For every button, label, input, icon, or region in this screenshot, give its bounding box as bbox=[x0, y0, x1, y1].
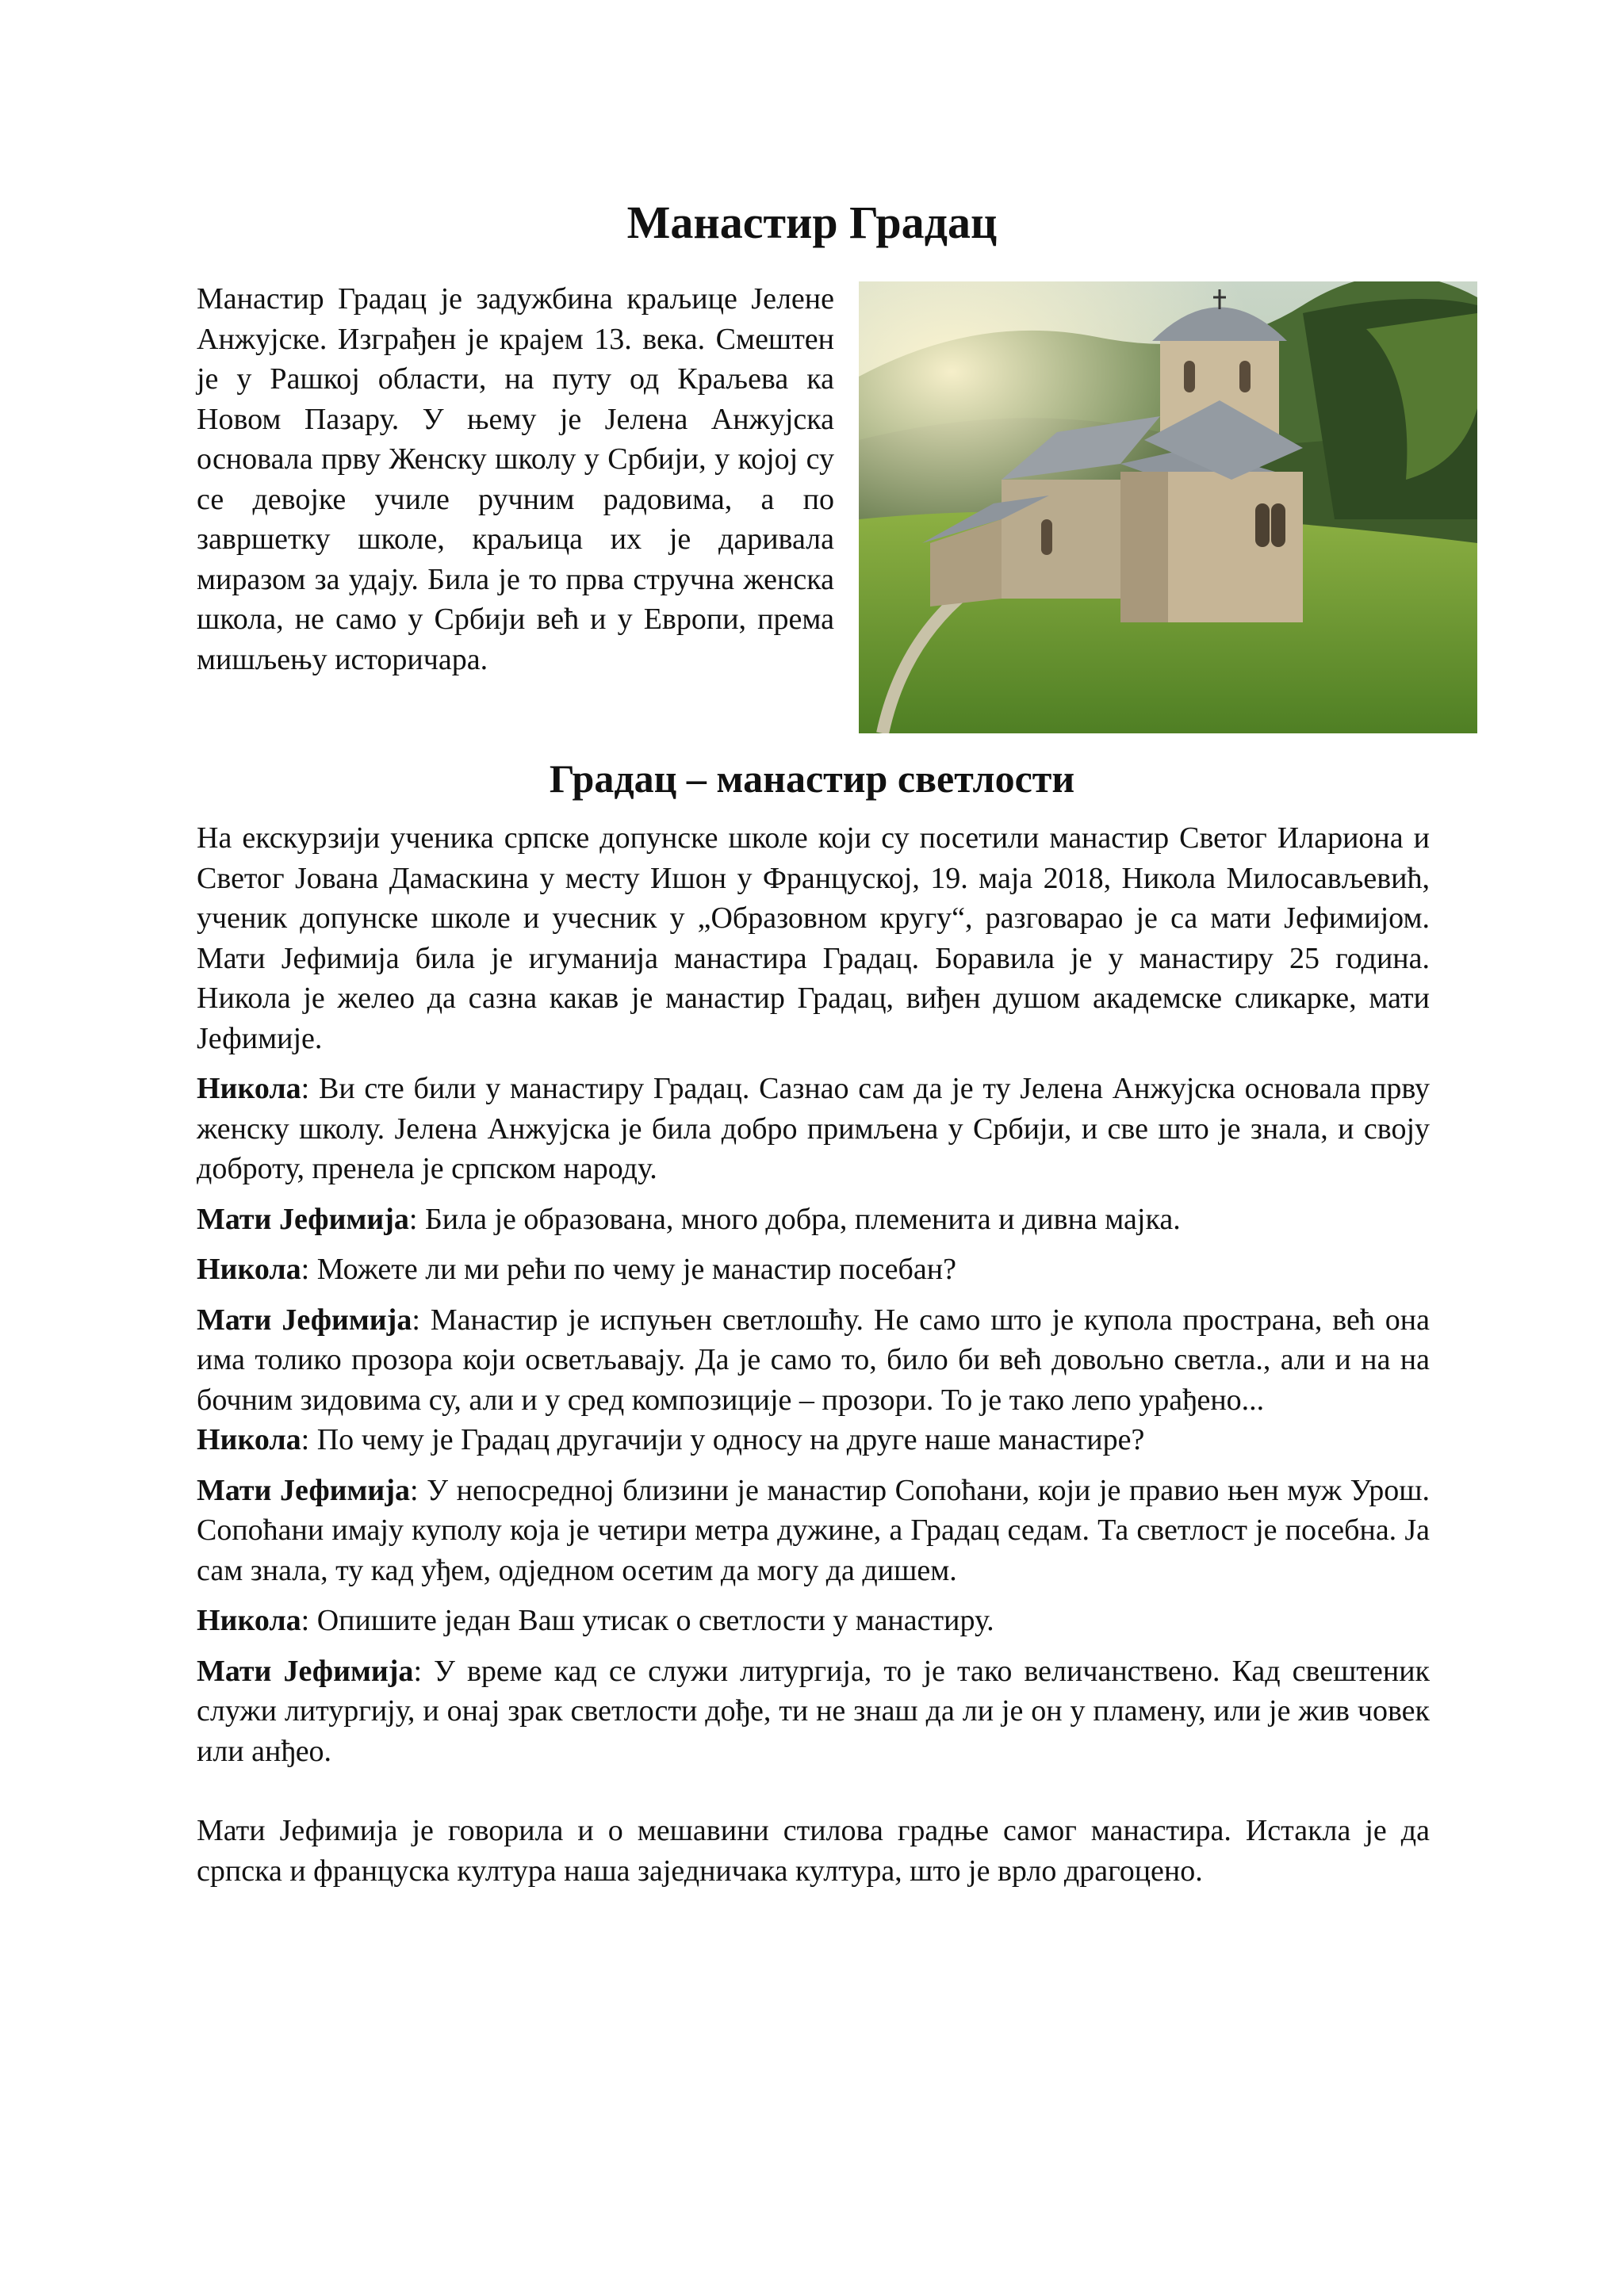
dialogue-text: У време кад се служи литургија, то је тако величанствено. Кад свештеник служи литургију, и онај зрак светлости дође, ти не знаш да ли је он у пламену, или је жив човек или анђео. bbox=[197, 1654, 1430, 1768]
speaker-separator: : bbox=[301, 1423, 317, 1456]
closing-paragraph: Мати Јефимија је говорила и о мешавини стилова градње самог манастира. Истакла је да српска и француска култура наша заједничака култура, што је врло драгоцено. bbox=[197, 1814, 1430, 1888]
page-title: Манастир Градац bbox=[626, 197, 998, 248]
dialogue-line bbox=[197, 1471, 1430, 1591]
section-subtitle: Градац – манастир светлости bbox=[549, 756, 1075, 801]
dialogue-text: Можете ли ми рећи по чему је манастир посебан? bbox=[316, 1253, 956, 1286]
dialogue-text: Ви сте били у манастиру Градац. Сазнао сам да је ту Јелена Анжујска основала прву женску школу. Јелена Анжујска је била добро примљена у Србији, и све што је знала, и своју доброту, пренела је српском народу. bbox=[197, 1072, 1430, 1185]
speaker-separator: : bbox=[408, 1202, 425, 1236]
speaker-separator: : bbox=[412, 1303, 431, 1337]
speaker-name: Никола bbox=[197, 1423, 301, 1456]
dialogue-text: Била је образована, много добра, племенита и дивна мајка. bbox=[424, 1202, 1181, 1236]
speaker-name: Мати Јефимија bbox=[197, 1473, 410, 1507]
speaker-name: Никола bbox=[197, 1604, 301, 1637]
intro-paragraph: Манастир Градац је задужбина краљице Јелене Анжујске. Изграђен је крајем 13. века. Смештен је у Рашкој области, на путу од Краљева ка Новом Пазару. У њему је Јелена Анжујска основала прву Женску школу у Србији, у којој су се девојке училе ручним радовима, а по завршетку школе, краљица их је даривала миразом за удају. Била је то прва стручна женска школа, не само у Србији већ и у Европи, према мишљењу историчара. bbox=[197, 282, 834, 676]
lead-paragraph: На екскурзији ученика српске допунске школе који су посетили манастир Светог Илариона и Светог Јована Дамаскина у месту Ишон у Француској, 19. маја 2018, Никола Милосављевић, ученик допунске школе и учесник у „Образовном кругу“, разговарао је са мати Јефимијом. Мати Јефимија била је игуманија манастира Градац. Боравила је у манастиру 25 година. Никола је желео да сазна какав је манастир Градац, виђен душом академске сликарке, мати Јефимије. bbox=[197, 821, 1430, 1055]
dialogue-line bbox=[197, 1200, 1430, 1240]
monastery-photo bbox=[859, 281, 1477, 733]
speaker-separator: : bbox=[413, 1654, 435, 1688]
speaker-separator: : bbox=[301, 1072, 319, 1105]
speaker-name: Никола bbox=[197, 1072, 301, 1105]
dialogue-line bbox=[197, 1249, 1430, 1290]
speaker-name: Мати Јефимија bbox=[197, 1202, 409, 1236]
monastery-illustration bbox=[859, 281, 1477, 733]
speaker-name: Мати Јефимија bbox=[197, 1654, 414, 1688]
dialogue-line bbox=[197, 1069, 1430, 1189]
dialogue-text: У непосредној близини је манастир Сопоћани, који је правио њен муж Урош. Сопоћани имају куполу која је четири метра дужине, а Градац седам. Та светлост је посебна. Ја сам знала, ту кад уђем, одједном осетим да могу да дишем. bbox=[197, 1473, 1430, 1587]
article-body bbox=[197, 818, 1430, 1901]
dialogue-line bbox=[197, 1300, 1430, 1421]
speaker-separator: : bbox=[409, 1473, 427, 1507]
dialogue-text: Манастир је испуњен светлошћу. Не само што је купола пространа, већ она има толико прозора који осветљавају. Да је само то, било би већ довољно светла., али и на на бочним зидовима су, али и у сред композиције – прозори. То је тако лепо урађено... bbox=[197, 1303, 1430, 1417]
speaker-name: Никола bbox=[197, 1253, 301, 1286]
dialogue-text: По чему је Градац другачији у односу на друге наше манастире? bbox=[316, 1423, 1145, 1456]
dialogue-text: Опишите један Ваш утисак о светлости у манастиру. bbox=[316, 1604, 994, 1637]
speaker-separator: : bbox=[301, 1604, 317, 1637]
dialogue-line bbox=[197, 1651, 1430, 1772]
dialogue-line bbox=[197, 1420, 1430, 1460]
speaker-name: Мати Јефимија bbox=[197, 1303, 412, 1337]
speaker-separator: : bbox=[301, 1253, 317, 1286]
dialogue-line bbox=[197, 1601, 1430, 1641]
